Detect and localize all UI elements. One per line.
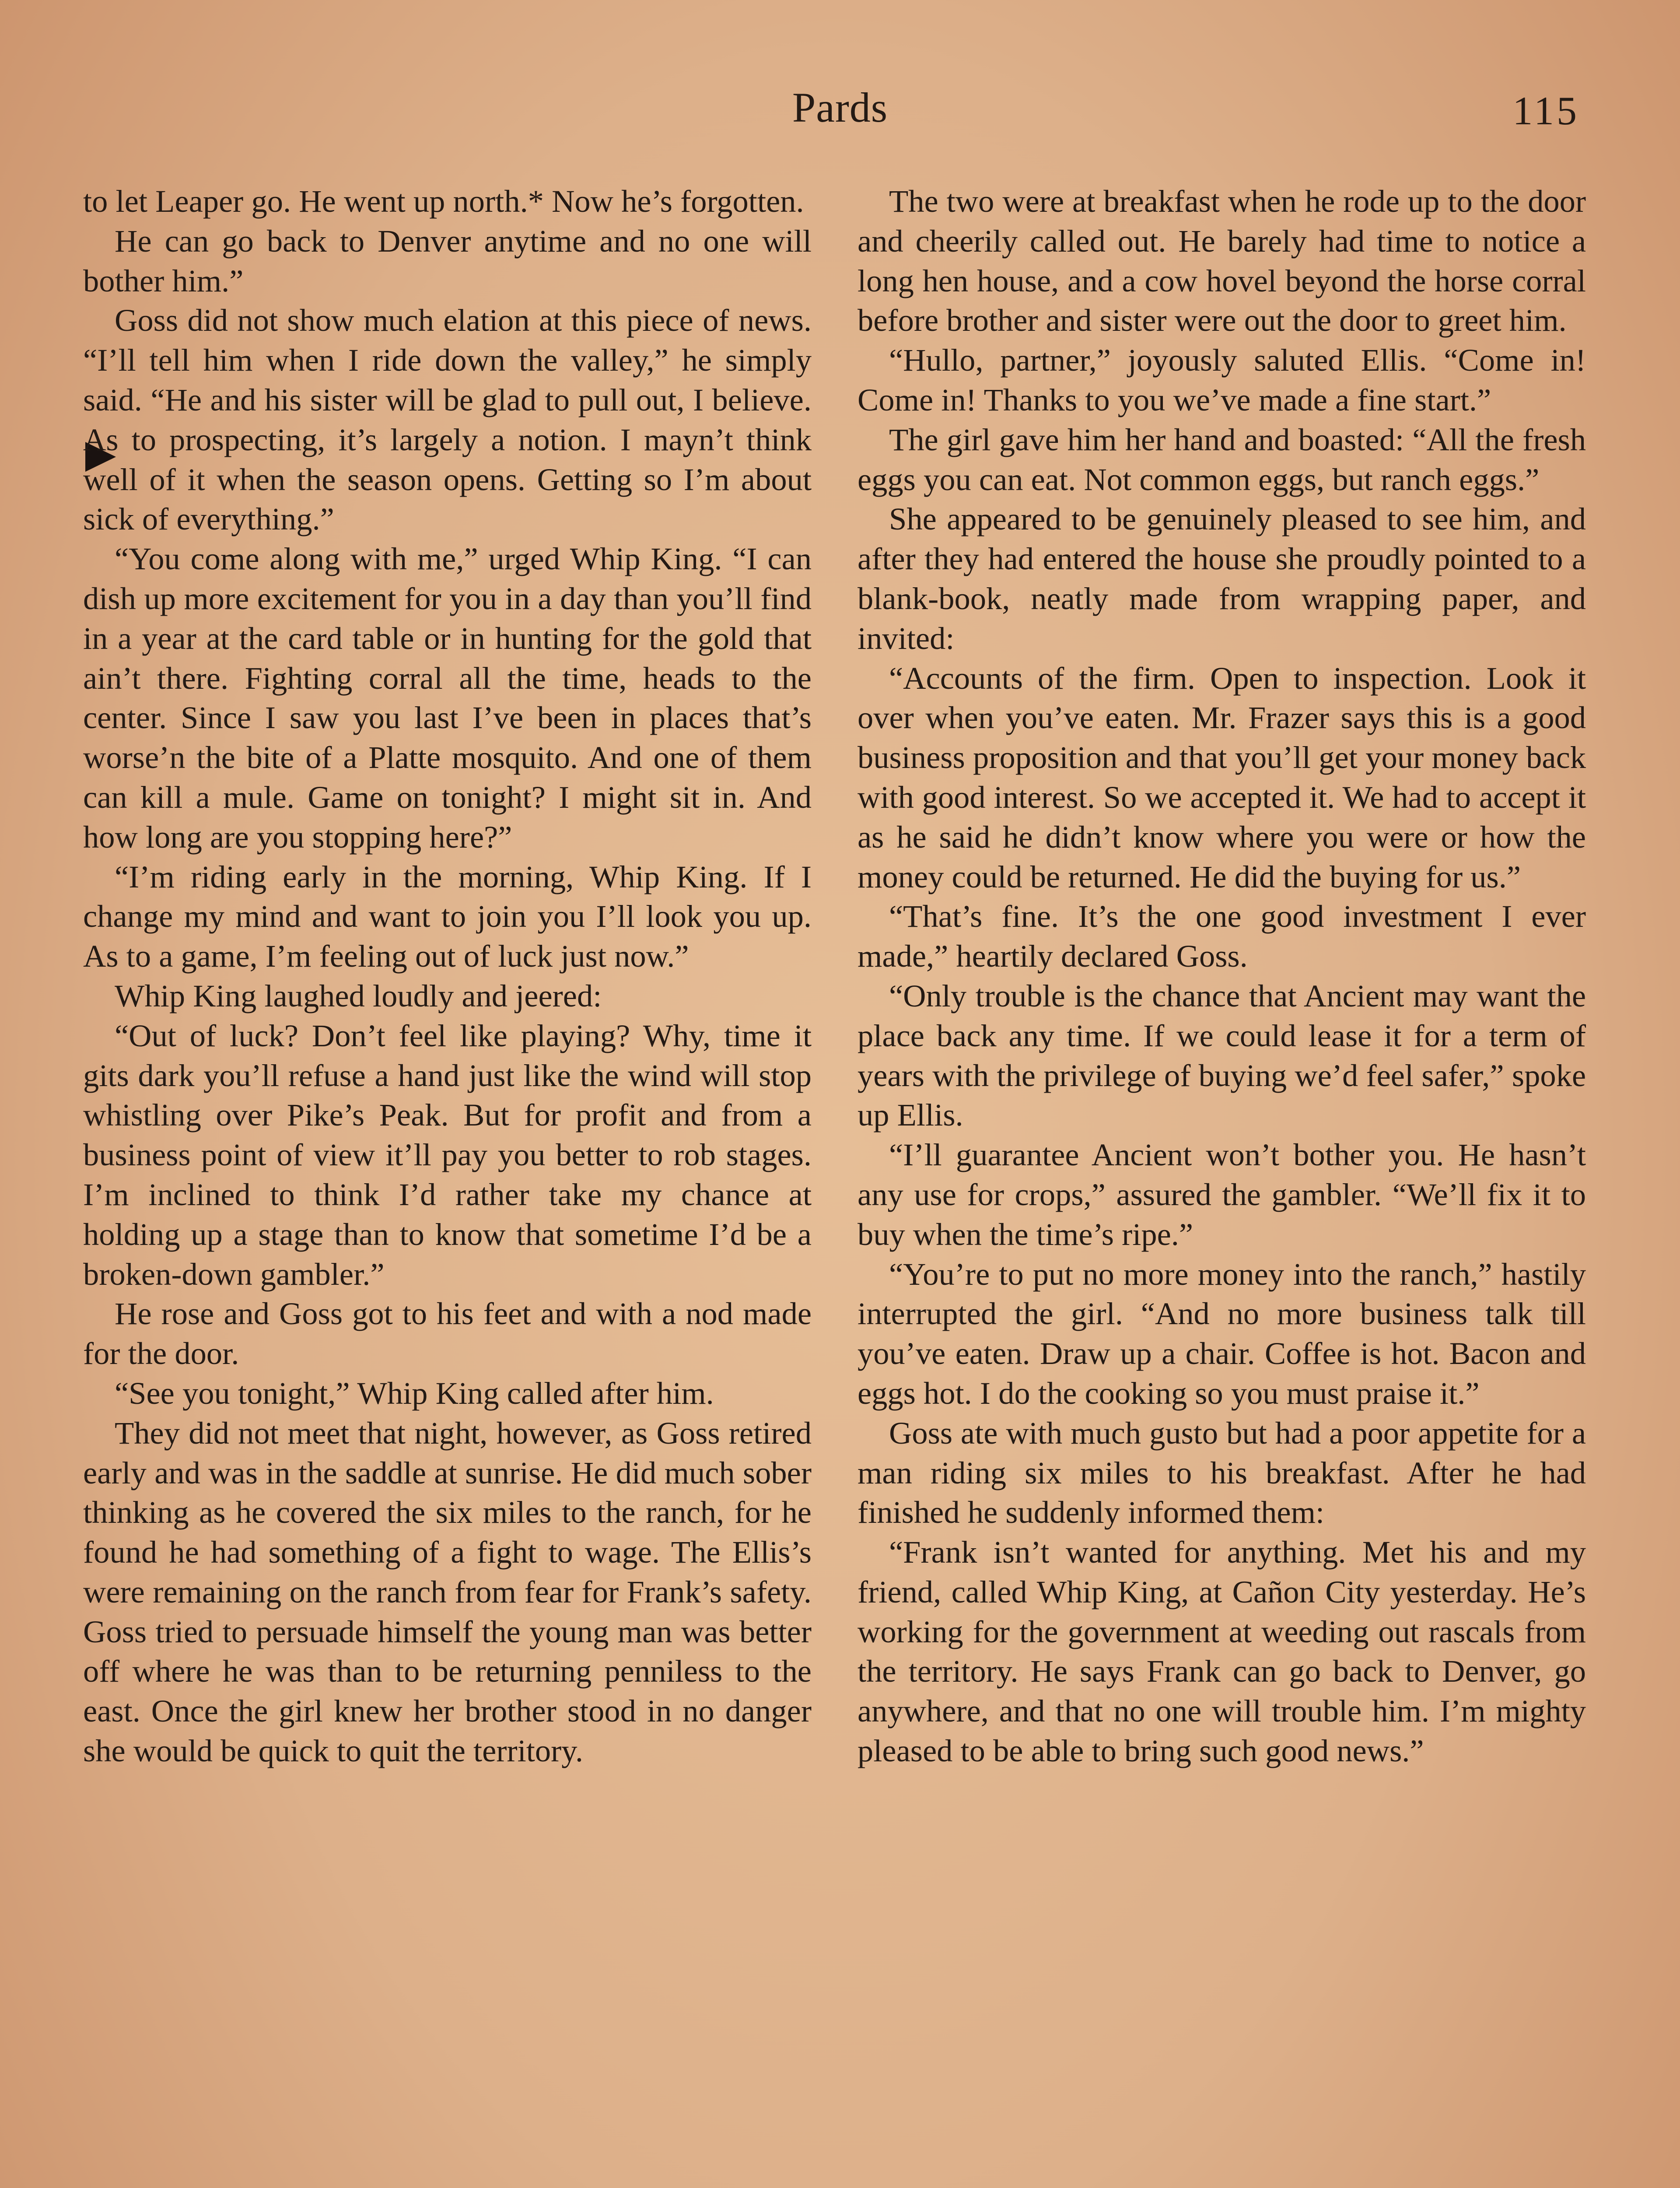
right-column	[858, 182, 1586, 1771]
paragraph: “I’ll guarantee Ancient won’t bother you. He hasn’t any use for crops,” assured the gambler. “We’ll fix it to buy when the time’s ripe.”	[858, 1137, 1586, 1252]
page-number: 115	[1512, 88, 1579, 133]
paragraph: “Hullo, partner,” joyously saluted Ellis. “Come in! Come in! Thanks to you we’ve made a fine start.”	[858, 342, 1586, 417]
left-column	[83, 182, 812, 1771]
running-title: Pards	[792, 84, 888, 131]
paragraph: “That’s fine. It’s the one good investment I ever made,” heartily declared Goss.	[858, 898, 1586, 974]
paragraph: He can go back to Denver anytime and no one will bother him.”	[83, 223, 812, 298]
paragraph: “Accounts of the firm. Open to inspection. Look it over when you’ve eaten. Mr. Frazer says this is a good business proposition and that you’ll get your money back with good interest. So we accepted it. We had to accept it as he said he didn’t know where you were or how the money could be returned. He did the buying for us.”	[858, 660, 1586, 894]
paragraph: The girl gave him her hand and boasted: “All the fresh eggs you can eat. Not common eggs, but ranch eggs.”	[858, 421, 1586, 497]
paragraph: “Out of luck? Don’t feel like playing? Why, time it gits dark you’ll refuse a hand just like the wind will stop whistling over Pike’s Peak. But for profit and from a business point of view it’ll pay you better to rob stages. I’m inclined to think I’d rather take my chance at holding up a stage than to know that sometime I’d be a broken-down gambler.”	[83, 1017, 812, 1292]
paragraph: “See you tonight,” Whip King called after him.	[115, 1375, 714, 1411]
paragraph: She appeared to be genuinely pleased to see him, and after they had entered the house she proudly pointed to a blank-book, neatly made from wrapping paper, and invited:	[858, 501, 1586, 656]
paragraph: “Frank isn’t wanted for anything. Met his and my friend, called Whip King, at Cañon City yesterday. He’s working for the government at weeding out rascals from the territory. He says Frank can go back to Denver, go anywhere, and that no one will trouble him. I’m mighty pleased to be able to bring such good news.”	[858, 1534, 1586, 1769]
paragraph: to let Leaper go. He went up north.* Now he’s forgotten.	[83, 183, 804, 219]
paragraph: “You’re to put no more money into the ranch,” hastily interrupted the girl. “And no more business talk till you’ve eaten. Draw up a chair. Coffee is hot. Bacon and eggs hot. I do the cooking so you must praise it.”	[858, 1256, 1586, 1411]
paragraph: Whip King laughed loudly and jeered:	[115, 978, 602, 1013]
paragraph: The two were at breakfast when he rode up to the door and cheerily called out. He barely had time to notice a long hen house, and a cow hovel beyond the horse corral before brother and sister were out the door to greet him.	[858, 183, 1586, 338]
paragraph: They did not meet that night, however, as Goss retired early and was in the saddle at sunrise. He did much sober thinking as he covered the six miles to the ranch, for he found he had something of a fight to wage. The Ellis’s were remaining on the ranch from fear for Frank’s safety. Goss tried to persuade himself the young man was better off where he was than to be returning penniless to the east. Once the girl knew her brother stood in no danger she would be quick to quit the territory.	[83, 1415, 812, 1769]
paragraph: “Only trouble is the chance that Ancient may want the place back any time. If we could lease it for a term of years with the privilege of buying we’d feel safer,” spoke up Ellis.	[858, 978, 1586, 1133]
paragraph: “You come along with me,” urged Whip King. “I can dish up more excitement for you in a day than you’ll find in a year at the card table or in hunting for the gold that ain’t there. Fighting corral all the time, heads to the center. Since I saw you last I’ve been in places that’s worse’n the bite of a Platte mosquito. And one of them can kill a mule. Game on tonight? I might sit in. And how long are you stopping here?”	[83, 541, 812, 855]
paragraph: Goss did not show much elation at this piece of news. “I’ll tell him when I ride down the valley,” he simply said. “He and his sister will be glad to pull out, I believe. As to prospecting, it’s largely a notion. I mayn’t think well of it when the season opens. Getting so I’m about sick of everything.”	[83, 302, 812, 537]
paragraph: Goss ate with much gusto but had a poor appetite for a man riding six miles to his breakfast. After he had finished he suddenly informed them:	[858, 1415, 1586, 1530]
paragraph: He rose and Goss got to his feet and with a nod made for the door.	[83, 1296, 812, 1371]
paragraph: “I’m riding early in the morning, Whip King. If I change my mind and want to join you I’ll look you up. As to a game, I’m feeling out of luck just now.”	[83, 859, 812, 974]
